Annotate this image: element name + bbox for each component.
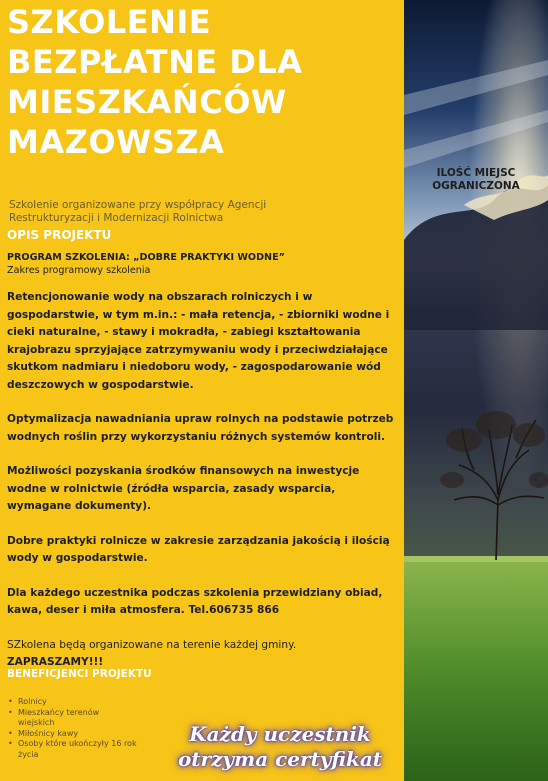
list-item: • Mieszkańcy terenów wiejskich — [7, 708, 137, 729]
topic-paragraph: Optymalizacja nawadniania upraw rolnych na podstawie potrzeb wodnych roślin przy wykorzystaniu różnych systemów kontroli. — [7, 413, 394, 443]
certificate-line: Każdy uczestnik — [189, 722, 371, 746]
topic-paragraph: Dobre praktyki rolnicze w zakresie zarządzania jakością i ilością wody w gospodarstwie. — [7, 534, 390, 564]
topic-paragraph: Retencjonowanie wody na obszarach rolniczych i w gospodarstwie, w tym m.in.: - mała retencja, - zbiorniki wodne i cieki naturalne, - stawy i mokradła, - zabiegi kształtowania krajobrazu sprzyjające zatrzymywaniu wody i przeciwdziałające skutkom nadmiaru i niedoboru wody, - zagospodarowanie wód deszczowych w gospodarstwie. — [7, 291, 390, 391]
project-heading: OPIS PROJEKTU — [7, 228, 112, 242]
limited-seats-notice: ILOŚĆ MIEJSC OGRANICZONA — [432, 167, 520, 192]
beneficiaries-list — [7, 697, 137, 760]
title-line: MIESZKAŃCÓW — [7, 83, 287, 121]
list-item: • Osoby które ukończyły 16 rok życia — [7, 739, 137, 760]
tree-meadow-image — [404, 0, 548, 781]
list-item: • Miłośnicy kawy — [7, 729, 137, 740]
landscape-photo — [404, 0, 548, 781]
title-line: SZKOLENIE — [7, 3, 212, 41]
certificate-banner — [160, 722, 400, 772]
program-title: PROGRAM SZKOLENIA: „DOBRE PRAKTYKI WODNE” — [7, 252, 285, 263]
location-note — [7, 637, 399, 672]
title-line: MAZOWSZA — [7, 123, 225, 161]
title-line: BEZPŁATNE DLA — [7, 43, 303, 81]
program-block — [7, 251, 397, 277]
program-scope: Zakres programowy szkolenia — [7, 265, 151, 276]
location-text: SZkolena będą organizowane na terenie każdej gminy. — [7, 638, 297, 651]
program-topics — [7, 289, 399, 672]
topic-paragraph: Dla każdego uczestnika podczas szkolenia przewidziany obiad, kawa, deser i miła atmosfera. Tel.606735 866 — [7, 586, 383, 616]
topic-paragraph: Możliwości pozyskania środków finansowych na inwestycje wodne w rolnictwie (źródła wsparcia, zasady wsparcia, wymagane dokumenty). — [7, 465, 360, 512]
list-item: • Rolnicy — [7, 697, 137, 708]
invite-text: ZAPRASZAMY!!! — [7, 656, 104, 668]
page-title — [7, 2, 397, 162]
organizer-text: Szkolenie organizowane przy współpracy Agencji Restrukturyzacji i Modernizacji Rolnictwa — [9, 199, 267, 224]
certificate-line: otrzyma certyfikat — [177, 747, 383, 771]
beneficiaries-heading: BENEFICJENCI PROJEKTU — [7, 668, 152, 680]
